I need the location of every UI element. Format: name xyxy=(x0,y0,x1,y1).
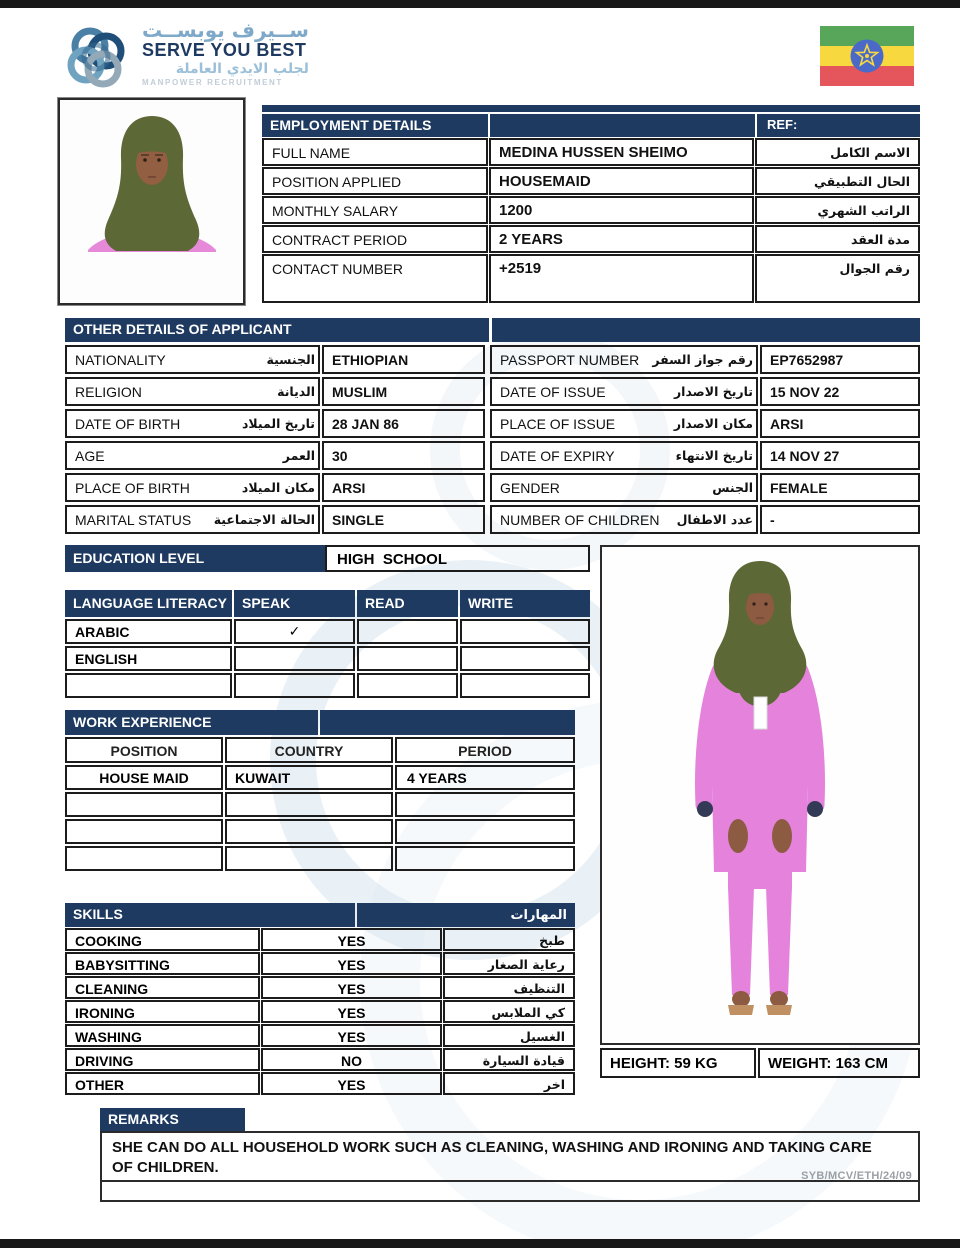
country-cell: KUWAIT xyxy=(225,765,393,790)
remarks-divider xyxy=(102,1180,918,1182)
period-cell xyxy=(395,792,575,817)
table-row xyxy=(65,345,920,374)
table-row xyxy=(262,225,920,253)
field-label-arabic: تاريخ الاصدار xyxy=(673,384,753,399)
table-row xyxy=(65,646,590,671)
period-cell xyxy=(395,819,575,844)
field-label-arabic: رقم الجوال xyxy=(755,254,920,303)
logo-arabic-title: ســيرف يوبســت xyxy=(142,18,309,42)
field-value: SINGLE xyxy=(322,505,485,534)
section-title: OTHER DETAILS OF APPLICANT xyxy=(65,318,489,342)
field-value: FEMALE xyxy=(760,473,920,502)
field-label-arabic: عدد الاطفال xyxy=(676,512,753,527)
remarks-box xyxy=(100,1131,920,1202)
skill-label: CLEANING xyxy=(65,976,260,999)
language-name: ENGLISH xyxy=(65,646,232,671)
table-row xyxy=(65,976,575,999)
field-label: RELIGION xyxy=(75,383,142,400)
field-value: ETHIOPIAN xyxy=(322,345,485,374)
employment-details-table xyxy=(262,105,920,303)
remarks-title: REMARKS xyxy=(100,1108,245,1131)
education-level-row xyxy=(65,545,590,572)
field-value: MUSLIM xyxy=(322,377,485,406)
other-details-header xyxy=(65,318,920,342)
skill-label-arabic: التنظيف xyxy=(443,976,575,999)
read-cell xyxy=(357,673,458,698)
field-label-arabic: الاسم الكامل xyxy=(755,138,920,166)
field-label: PLACE OF BIRTH xyxy=(75,479,190,496)
table-row xyxy=(65,952,575,975)
table-row xyxy=(262,254,920,303)
skill-label-arabic: طبخ xyxy=(443,928,575,951)
field-value: 15 NOV 22 xyxy=(760,377,920,406)
read-cell xyxy=(357,619,458,644)
table-row xyxy=(262,138,920,166)
country-cell xyxy=(225,792,393,817)
table-row xyxy=(65,1024,575,1047)
fullbody-illustration xyxy=(602,547,918,1043)
table-row xyxy=(65,1000,575,1023)
employment-header xyxy=(262,114,920,137)
skill-value: YES xyxy=(261,952,442,975)
scan-edge-top xyxy=(0,0,960,8)
work-column-headers xyxy=(65,737,575,763)
section-title: SKILLS xyxy=(65,903,357,927)
table-row xyxy=(262,196,920,224)
field-value: 28 JAN 86 xyxy=(322,409,485,438)
field-label: DATE OF ISSUE xyxy=(500,383,606,400)
field-label-arabic: الديانة xyxy=(277,384,315,399)
read-cell xyxy=(357,646,458,671)
education-value: HIGH SCHOOL xyxy=(325,545,590,572)
header-spacer xyxy=(492,318,920,342)
field-value: - xyxy=(760,505,920,534)
logo-company-name: SERVE YOU BEST xyxy=(142,40,307,60)
write-cell xyxy=(460,619,590,644)
logo-subtitle: MANPOWER RECRUITMENT xyxy=(142,77,283,87)
field-label-arabic: العمر xyxy=(282,448,315,463)
write-cell xyxy=(460,646,590,671)
column-header: PERIOD xyxy=(395,737,575,763)
field-value: 14 NOV 27 xyxy=(760,441,920,470)
field-label-arabic: الحال التطبيقي xyxy=(755,167,920,195)
table-top-strip xyxy=(262,105,920,112)
table-row xyxy=(65,473,920,502)
write-cell xyxy=(460,673,590,698)
field-label: PASSPORT NUMBER xyxy=(500,351,640,368)
table-row xyxy=(65,819,575,844)
table-row xyxy=(65,505,920,534)
table-row xyxy=(65,441,920,470)
skill-value: YES xyxy=(261,976,442,999)
field-label-arabic: الراتب الشهري xyxy=(755,196,920,224)
header-spacer xyxy=(320,710,575,735)
field-label: DATE OF BIRTH xyxy=(75,415,181,432)
skill-value: YES xyxy=(261,1024,442,1047)
weight-value: WEIGHT: 163 CM xyxy=(758,1048,920,1078)
skills-header xyxy=(65,903,575,927)
skill-label-arabic: كي الملابس xyxy=(443,1000,575,1023)
scan-edge-bottom xyxy=(0,1239,960,1248)
other-details-table xyxy=(65,318,920,534)
language-table-header xyxy=(65,590,590,617)
column-header: READ xyxy=(357,590,458,617)
speak-cell xyxy=(234,646,355,671)
work-experience-header xyxy=(65,710,575,735)
table-row xyxy=(65,928,575,951)
physical-stats-row xyxy=(600,1048,920,1078)
skill-label-arabic: قيادة السيارة xyxy=(443,1048,575,1071)
language-name xyxy=(65,673,232,698)
skill-value: YES xyxy=(261,1072,442,1095)
headshot-illustration xyxy=(60,100,243,303)
section-title: EMPLOYMENT DETAILS xyxy=(262,114,488,137)
field-label: CONTACT NUMBER xyxy=(262,254,488,303)
table-row xyxy=(65,765,575,790)
skill-label-arabic: رعاية الصغار xyxy=(443,952,575,975)
field-label-arabic: الحالة الاجتماعية xyxy=(213,512,315,527)
period-cell: 4 YEARS xyxy=(395,765,575,790)
field-label: FULL NAME xyxy=(262,138,488,166)
header-spacer xyxy=(490,114,755,137)
skill-label: DRIVING xyxy=(65,1048,260,1071)
field-label: PLACE OF ISSUE xyxy=(500,415,616,432)
position-cell: HOUSE MAID xyxy=(65,765,223,790)
period-cell xyxy=(395,846,575,871)
field-label: NUMBER OF CHILDREN xyxy=(500,511,660,528)
table-row xyxy=(65,409,920,438)
applicant-headshot-photo xyxy=(58,98,245,305)
table-row xyxy=(65,673,590,698)
table-row xyxy=(262,167,920,195)
table-row xyxy=(65,1048,575,1071)
skill-value: YES xyxy=(261,1000,442,1023)
field-value: HOUSEMAID xyxy=(489,167,754,195)
field-label: CONTRACT PERIOD xyxy=(262,225,488,253)
language-name: ARABIC xyxy=(65,619,232,644)
position-cell xyxy=(65,792,223,817)
column-header: COUNTRY xyxy=(225,737,393,763)
skill-label: OTHER xyxy=(65,1072,260,1095)
section-title-arabic: المهارات xyxy=(510,908,567,923)
applicant-fullbody-photo xyxy=(600,545,920,1045)
ethiopia-flag xyxy=(820,26,914,91)
table-row xyxy=(65,846,575,871)
document-code: SYB/MCV/ETH/24/09 xyxy=(801,1170,912,1182)
work-experience-table xyxy=(65,710,575,871)
field-value: +2519 xyxy=(489,254,754,303)
field-label-arabic: مكان الاصدار xyxy=(673,416,753,431)
column-header: WRITE xyxy=(460,590,590,617)
skill-label: WASHING xyxy=(65,1024,260,1047)
table-row xyxy=(65,1072,575,1095)
table-row xyxy=(65,792,575,817)
field-label: MONTHLY SALARY xyxy=(262,196,488,224)
country-cell xyxy=(225,846,393,871)
language-literacy-table xyxy=(65,590,590,698)
speak-checkmark: ✓ xyxy=(234,619,355,644)
skill-label-arabic: الغسيل xyxy=(443,1024,575,1047)
skill-value: NO xyxy=(261,1048,442,1071)
field-value: MEDINA HUSSEN SHEIMO xyxy=(489,138,754,166)
skills-table xyxy=(65,903,575,1095)
logo-arabic-subtitle: لجلب الايدي العاملة xyxy=(175,60,309,77)
section-title: EDUCATION LEVEL xyxy=(65,545,325,572)
section-title: WORK EXPERIENCE xyxy=(65,710,318,735)
field-label: POSITION APPLIED xyxy=(262,167,488,195)
skill-label-arabic: اخر xyxy=(443,1072,575,1095)
ref-label: REF: xyxy=(757,114,920,137)
column-header: LANGUAGE LITERACY xyxy=(65,590,232,617)
skill-label: COOKING xyxy=(65,928,260,951)
field-label: AGE xyxy=(75,447,105,464)
remarks-text: SHE CAN DO ALL HOUSEHOLD WORK SUCH AS CLEANING, WASHING AND IRONING AND TAKING CARE OF CHILDREN. xyxy=(112,1139,872,1177)
field-label: GENDER xyxy=(500,479,560,496)
field-label: NATIONALITY xyxy=(75,351,166,368)
field-value: EP7652987 xyxy=(760,345,920,374)
field-value: 1200 xyxy=(489,196,754,224)
field-value: ARSI xyxy=(760,409,920,438)
field-label-arabic: الجنسية xyxy=(266,352,315,367)
field-label-arabic: الجنس xyxy=(712,480,753,495)
country-cell xyxy=(225,819,393,844)
table-row xyxy=(65,377,920,406)
field-label-arabic: تاريخ الانتهاء xyxy=(675,448,753,463)
skill-label: IRONING xyxy=(65,1000,260,1023)
logo-text xyxy=(142,20,309,87)
speak-cell xyxy=(234,673,355,698)
height-value: HEIGHT: 59 KG xyxy=(600,1048,756,1078)
column-header: SPEAK xyxy=(234,590,355,617)
field-value: 30 xyxy=(322,441,485,470)
field-value: 2 YEARS xyxy=(489,225,754,253)
field-label-arabic: مدة العقد xyxy=(755,225,920,253)
logo-knot-icon xyxy=(60,20,134,101)
field-value: ARSI xyxy=(322,473,485,502)
position-cell xyxy=(65,846,223,871)
field-label-arabic: مكان الميلاد xyxy=(241,480,315,495)
position-cell xyxy=(65,819,223,844)
skill-label: BABYSITTING xyxy=(65,952,260,975)
column-header: POSITION xyxy=(65,737,223,763)
skill-value: YES xyxy=(261,928,442,951)
table-row xyxy=(65,619,590,644)
company-logo xyxy=(60,20,309,101)
field-label-arabic: تاريخ الميلاد xyxy=(241,416,315,431)
field-label: MARITAL STATUS xyxy=(75,511,192,528)
field-label-arabic: رقم جواز السفر xyxy=(652,352,753,367)
field-label: DATE OF EXPIRY xyxy=(500,447,615,464)
